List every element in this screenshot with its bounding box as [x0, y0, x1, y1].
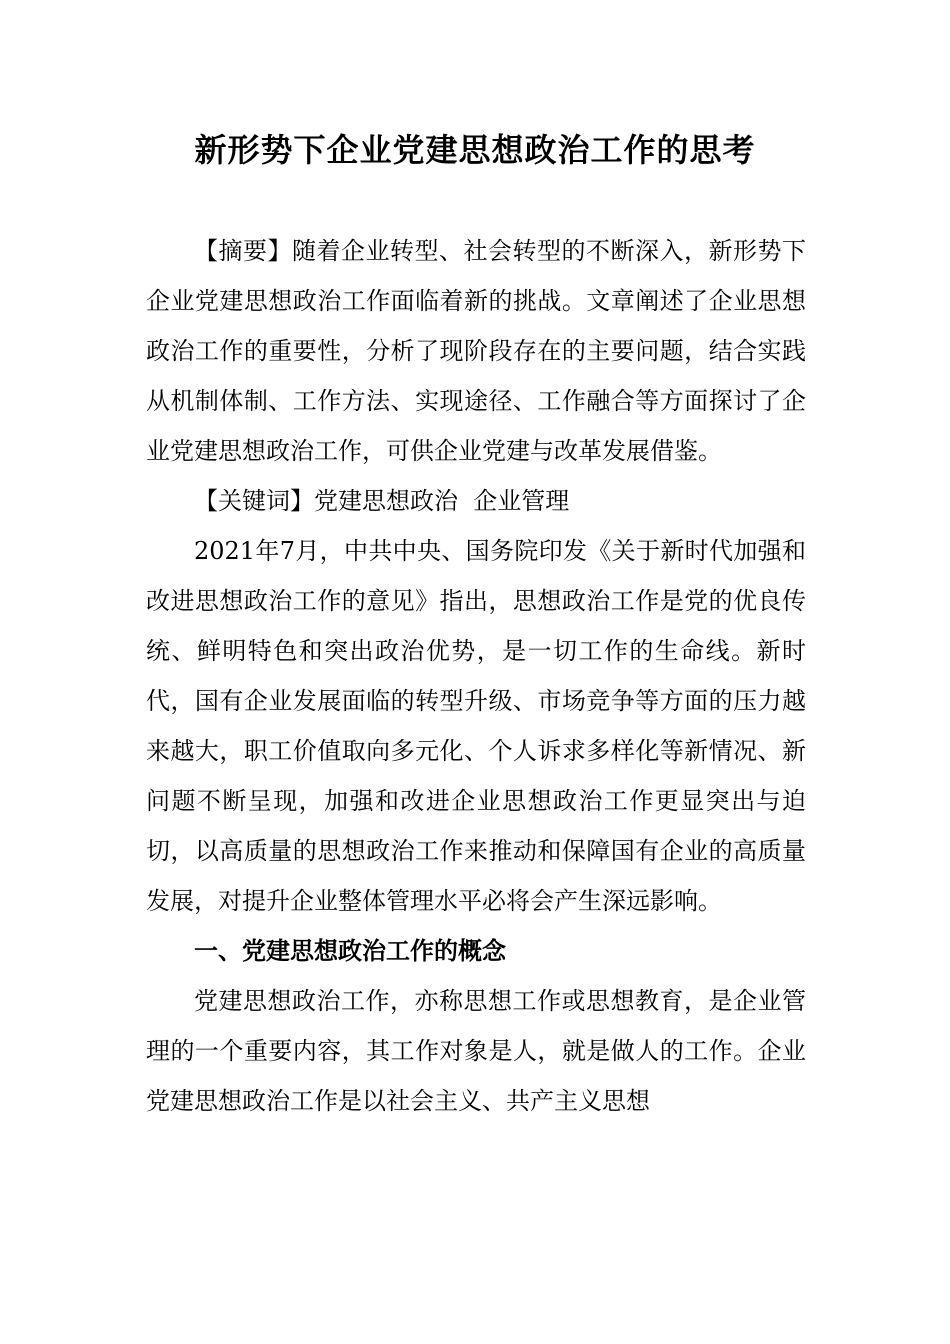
- section-paragraph: 党建思想政治工作，亦称思想工作或思想教育，是企业管理的一个重要内容，其工作对象是人，就是做人的工作。企业党建思想政治工作是以社会主义、共产主义思想: [146, 987, 806, 1115]
- abstract-paragraph: 【摘要】随着企业转型、社会转型的不断深入，新形势下企业党建思想政治工作面临着新的挑战。文章阐述了企业思想政治工作的重要性，分析了现阶段存在的主要问题，结合实践从机制体制、工作方法、实现途径、工作融合等方面探讨了企业党建思想政治工作，可供企业党建与改革发展借鉴。: [146, 237, 806, 465]
- intro-paragraph: 2021年7月，中共中央、国务院印发《关于新时代加强和改进思想政治工作的意见》指出，思想政治工作是党的优良传统、鲜明特色和突出政治优势，是一切工作的生命线。新时代，国有企业发展面临的转型升级、市场竞争等方面的压力越来越大，职工价值取向多元化、个人诉求多样化等新情况、新问题不断呈现，加强和改进企业思想政治工作更显突出与迫切，以高质量的思想政治工作来推动和保障国有企业的高质量发展，对提升企业整体管理水平必将会产生深远影响。: [146, 537, 806, 915]
- keywords-paragraph: 【关键词】党建思想政治 企业管理: [194, 487, 570, 515]
- document-title: 新形势下企业党建思想政治工作的思考: [194, 131, 756, 169]
- document-body: [146, 226, 806, 1126]
- section-heading: 一、党建思想政治工作的概念: [194, 937, 506, 965]
